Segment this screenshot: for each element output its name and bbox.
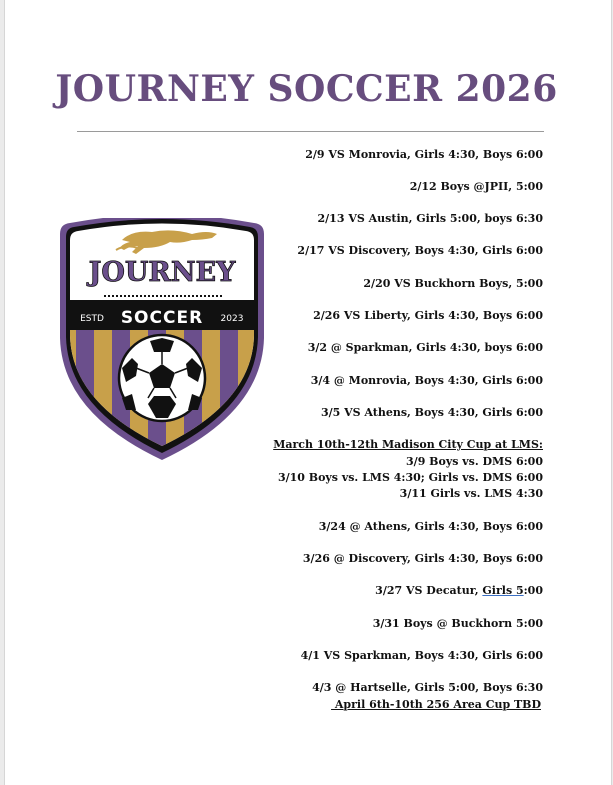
area-cup-line: April 6th-10th 256 Area Cup TBD [331, 698, 541, 711]
schedule-line: 3/4 @ Monrovia, Boys 4:30, Girls 6:00 [310, 374, 543, 387]
schedule-line: 2/26 VS Liberty, Girls 4:30, Boys 6:00 [313, 309, 543, 322]
decatur-prefix: 3/27 VS Decatur, [375, 584, 483, 597]
decatur-underlined: Girls 5 [482, 584, 524, 597]
document-title: JOURNEY SOCCER 2026 [55, 68, 558, 110]
logo-estd-label: ESTD [80, 314, 104, 324]
schedule-line: 3/31 Boys @ Buckhorn 5:00 [372, 617, 543, 630]
schedule-line: 3/24 @ Athens, Girls 4:30, Boys 6:00 [318, 520, 543, 533]
schedule-line: 3/26 @ Discovery, Girls 4:30, Boys 6:00 [302, 552, 543, 565]
schedule-line: 3/5 VS Athens, Boys 4:30, Girls 6:00 [320, 406, 543, 419]
schedule-line: 2/17 VS Discovery, Boys 4:30, Girls 6:00 [297, 244, 543, 257]
schedule-line: 2/20 VS Buckhorn Boys, 5:00 [363, 277, 543, 290]
cup-game-line: 3/11 Girls vs. LMS 4:30 [399, 487, 543, 500]
logo-sport: SOCCER [120, 308, 204, 328]
journey-soccer-crest-icon [52, 218, 272, 460]
title-divider [77, 131, 544, 132]
logo-estd-year: 2023 [220, 314, 244, 324]
cup-game-line: 3/10 Boys vs. LMS 4:30; Girls vs. DMS 6:00 [277, 471, 543, 484]
schedule-line: 4/1 VS Sparkman, Boys 4:30, Girls 6:00 [300, 649, 543, 662]
schedule-line: 4/3 @ Hartselle, Girls 5:00, Boys 6:30 [312, 681, 543, 694]
cup-heading: March 10th-12th Madison City Cup at LMS: [273, 438, 543, 451]
cup-game-line: 3/9 Boys vs. DMS 6:00 [406, 455, 543, 468]
logo-wordmark: JOURNEY [88, 257, 236, 288]
schedule-line: 2/12 Boys @JPII, 5:00 [409, 180, 543, 193]
decatur-suffix: :00 [523, 584, 543, 597]
schedule-line: 2/9 VS Monrovia, Girls 4:30, Boys 6:00 [305, 148, 543, 161]
schedule-line-decatur [375, 584, 543, 597]
schedule-line: 2/13 VS Austin, Girls 5:00, boys 6:30 [317, 212, 543, 225]
schedule-line: 3/2 @ Sparkman, Girls 4:30, boys 6:00 [307, 341, 543, 354]
